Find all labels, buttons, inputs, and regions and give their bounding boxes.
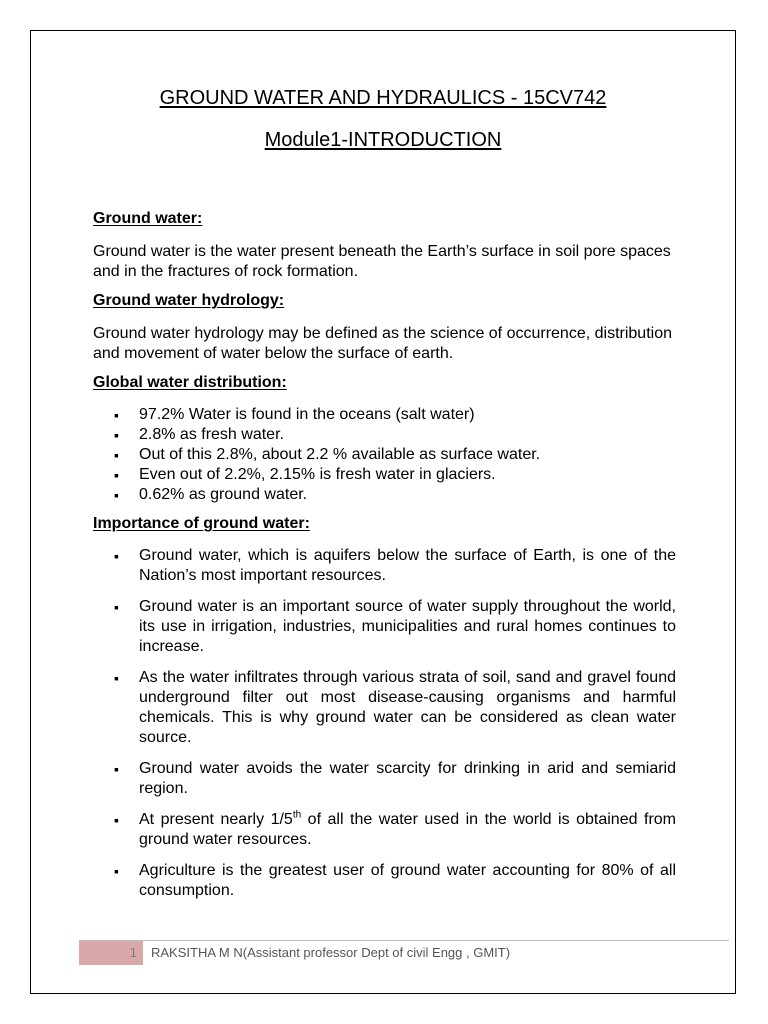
- section-heading-ground-water: Ground water:: [93, 210, 203, 227]
- list-item: ▪ 97.2% Water is found in the oceans (salt water): [93, 405, 676, 425]
- list-item: [93, 810, 676, 850]
- distribution-list: [93, 405, 676, 505]
- superscript: th: [292, 809, 302, 821]
- page-number: 1: [79, 941, 143, 965]
- section-heading-importance: Importance of ground water:: [93, 515, 310, 532]
- list-item: ▪ 0.62% as ground water.: [93, 485, 676, 505]
- list-item: ▪ Even out of 2.2%, 2.15% is fresh water in glaciers.: [93, 465, 676, 485]
- list-item: ▪ Agriculture is the greatest user of ground water accounting for 80% of all consumption.: [93, 861, 676, 901]
- footer-divider: [79, 940, 729, 941]
- list-item: ▪ Ground water, which is aquifers below the surface of Earth, is one of the Nation’s most important resources.: [93, 546, 676, 586]
- list-item: ▪ Out of this 2.8%, about 2.2 % available as surface water.: [93, 445, 676, 465]
- list-item: ▪ As the water infiltrates through various strata of soil, sand and gravel found underground filter out most disease-causing organisms and harmful chemicals. This is why ground water can be considered as clean water source.: [93, 668, 676, 748]
- list-item: ▪ Ground water is an important source of water supply throughout the world, its use in irrigation, industries, municipalities and rural homes continues to increase.: [93, 597, 676, 657]
- list-item: ▪ Ground water avoids the water scarcity for drinking in arid and semiarid region.: [93, 759, 676, 799]
- list-item-text: At present nearly 1/5: [139, 811, 293, 828]
- ground-water-definition: Ground water is the water present beneath the Earth’s surface in soil pore spaces and in the fractures of rock formation.: [93, 243, 671, 280]
- module-subtitle: Module1-INTRODUCTION: [264, 129, 502, 151]
- list-item: ▪ 2.8% as fresh water.: [93, 425, 676, 445]
- hydrology-definition: Ground water hydrology may be defined as the science of occurrence, distribution and movement of water below the surface of earth.: [93, 325, 672, 362]
- document-body: [93, 209, 676, 912]
- list-item-text: of all the water used in the world is obtained from ground water resources.: [139, 811, 677, 848]
- importance-list: [93, 546, 676, 901]
- section-heading-distribution: Global water distribution:: [93, 374, 287, 391]
- section-heading-hydrology: Ground water hydrology:: [93, 292, 285, 309]
- footer-author: RAKSITHA M N(Assistant professor Dept of civil Engg , GMIT): [151, 945, 511, 960]
- document-title: GROUND WATER AND HYDRAULICS - 15CV742: [159, 87, 607, 109]
- document-page: [30, 30, 736, 994]
